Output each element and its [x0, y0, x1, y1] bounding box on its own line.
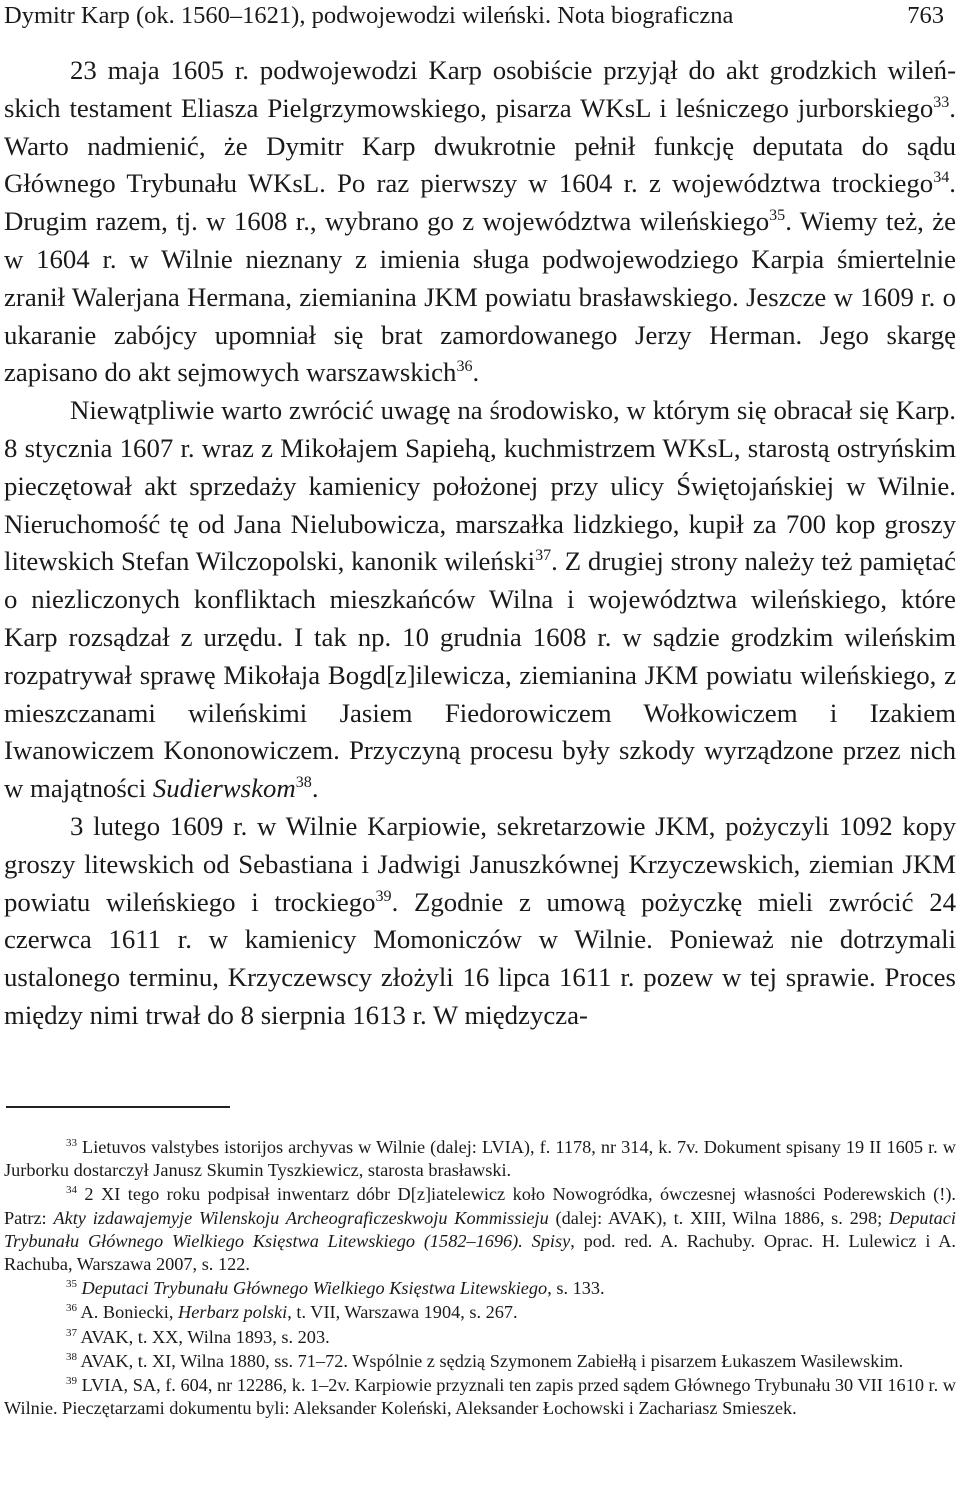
text-run: Niewątpliwie warto zwrócić uwagę na środowisko, w którym się obracał się Karp. 8 stycznia 1607 r. wraz z Mikołajem Sapiehą, kuchmistrzem WKsL, starostą ostryńskim pieczętował akt sprzedaży kamienicy położonej przy ulicy Świętojańskiej w Wilnie. Nieruchomość tę od Jana Nielubowicza, marszałka lidzkiego, kupił za 700 kop groszy litewskich Stefan Wilczopolski, kanonik wileński [4, 395, 956, 577]
footnote-text: (dalej: AVAK), t. XIII, Wilna 1886, s. 298; [548, 1207, 889, 1228]
footnote-italic: Herbarz polski [178, 1302, 288, 1323]
footnote-ref-39[interactable]: 39 [375, 887, 392, 905]
paragraph-2 [4, 392, 956, 808]
footnote-number: 39 [66, 1375, 77, 1388]
footnote-ref-37[interactable]: 37 [535, 547, 552, 565]
footnote-text: 2 XI tego roku podpisał inwentarz dóbr D[z]iatelewicz koło Nowogródka, ówczesnej własności Poderewskich (!). Patrz: [4, 1184, 956, 1228]
footnote-separator [6, 1106, 230, 1108]
text-run: . Zgodnie z umową pożyczkę mieli zwrócić 24 czerwca 1611 r. w kamienicy Momoniczów w Wilnie. Ponieważ nie dotrzymali ustalonego terminu, Krzyczewscy złożyli 16 lipca 1611 r. pozew w tej sprawie. Proces między nimi trwał do 8 sierpnia 1613 r. W międzycza- [4, 886, 956, 1030]
footnote-39 [4, 1374, 956, 1420]
footnote-38 [4, 1350, 956, 1373]
footnote-ref-34[interactable]: 34 [933, 169, 950, 187]
footnote-36 [4, 1301, 956, 1324]
text-run: . [311, 773, 319, 804]
text-run: . [472, 357, 480, 388]
footnote-text: A. Boniecki, [80, 1302, 179, 1323]
footnote-33 [4, 1136, 956, 1182]
paragraph-3 [4, 808, 956, 1035]
text-run: 3 lutego 1609 r. w Wilnie Karpiowie, sekretarzowie JKM, pożyczyli 1092 kopy groszy litewskich od Sebastiana i Jadwigi Januszkównej Krzyczewskich, ziemian JKM powiatu wileńskiego i trockiego [4, 810, 956, 917]
footnote-italic: Akty izdawajemyje Wilenskoju Archeograficzeskwoju Kommissieju [53, 1207, 549, 1228]
footnote-ref-35[interactable]: 35 [769, 207, 786, 225]
footnote-italic: Deputaci Trybunału Głównego Wielkiego Księstwa Litewskiego (1582–1696). Spisy [4, 1207, 956, 1251]
footnote-number: 34 [66, 1184, 77, 1197]
running-header [4, 0, 950, 34]
footnote-text: , pod. red. A. Rachuby. Oprac. H. Lulewicz i A. Rachuba, Warszawa 2007, s. 122. [4, 1230, 956, 1275]
footnote-35 [4, 1277, 956, 1300]
footnote-text: , s. 133. [547, 1278, 605, 1299]
italic-place-name: Sudierwskom [152, 773, 296, 804]
running-title: Dymitr Karp (ok. 1560–1621), podwojewodzi wileński. Nota biograficzna [4, 2, 734, 29]
footnote-number: 33 [66, 1137, 77, 1150]
footnotes [4, 1136, 956, 1421]
footnote-34 [4, 1183, 956, 1276]
footnote-text: AVAK, t. XI, Wilna 1880, ss. 71–72. Wspólnie z sędzią Szymonem Zabiełłą i pisarzem Łukaszem Wasilewskim. [80, 1350, 904, 1371]
footnote-text: , t. VII, Warszawa 1904, s. 267. [287, 1302, 518, 1323]
footnote-text: AVAK, t. XX, Wilna 1893, s. 203. [80, 1326, 330, 1347]
main-text [4, 52, 956, 1035]
footnote-text: Lietuvos valstybes istorijos archyvas w Wilnie (dalej: LVIA), f. 1178, nr 314, k. 7v. Dokument spisany 19 II 1605 r. w Jurborku dostarczył Janusz Skumin Tyszkiewicz, starosta brasławski. [4, 1137, 956, 1181]
footnote-number: 37 [66, 1326, 77, 1339]
footnote-37 [4, 1326, 956, 1349]
footnote-number: 35 [66, 1278, 77, 1291]
paragraph-1 [4, 52, 956, 392]
text-run: . Z drugiej strony należy też pamiętać o niezliczonych konfliktach mieszkańców Wilna i województwa wileńskiego, które Karp rozsądzał z urzędu. I tak np. 10 grudnia 1608 r. w sądzie grodzkim wileńskim rozpatrywał sprawę Mikołaja Bogd[z]ilewicza, ziemianina JKM powiatu wileńskiego, z mieszczanami wileńskimi Jasiem Fiedorowiczem Wołkowiczem i Izakiem Iwanowiczem Kononowiczem. Przyczyną procesu były szkody wyrządzone przez nich w majątności [4, 546, 956, 804]
text-run: . Drugim razem, tj. w 1608 r., wybrano go z województwa wileńskiego [4, 168, 956, 237]
footnote-ref-38[interactable]: 38 [295, 774, 312, 792]
text-run: . Warto nadmienić, że Dymitr Karp dwukrotnie pełnił funkcję deputata do sądu Głównego Trybunału WKsL. Po raz pierwszy w 1604 r. z województwa trockiego [4, 92, 956, 199]
footnote-ref-36[interactable]: 36 [456, 358, 473, 376]
text-run: . Wiemy też, że w 1604 r. w Wilnie nieznany z imienia sługa podwojewodziego Karpia śmiertelnie zranił Walerjana Hermana, ziemianina JKM powiatu brasławskiego. Jeszcze w 1609 r. o ukaranie zabójcy upomniał się brat zamordowanego Jerzy Herman. Jego skargę zapisano do akt sejmowych warszawskich [4, 206, 956, 388]
footnote-italic: Deputaci Trybunału Głównego Wielkiego Księstwa Litewskiego [81, 1278, 548, 1299]
footnote-text: LVIA, SA, f. 604, nr 12286, k. 1–2v. Karpiowie przyznali ten zapis przed sądem Głównego Trybunału 30 VII 1610 r. w Wilnie. Pieczętarzami dokumentu byli: Aleksander Koleński, Aleksander Łochowski i Zachariasz Smieszek. [4, 1375, 956, 1419]
footnote-number: 38 [66, 1351, 77, 1364]
page-number: 763 [907, 2, 944, 29]
footnote-ref-33[interactable]: 33 [933, 93, 950, 111]
footnote-number: 36 [66, 1302, 77, 1315]
text-run: 23 maja 1605 r. podwojewodzi Karp osobiście przyjął do akt grodzkich wileńskich testament Eliasza Pielgrzymowskiego, pisarza WKsL i leśniczego jurborskiego [4, 55, 956, 123]
